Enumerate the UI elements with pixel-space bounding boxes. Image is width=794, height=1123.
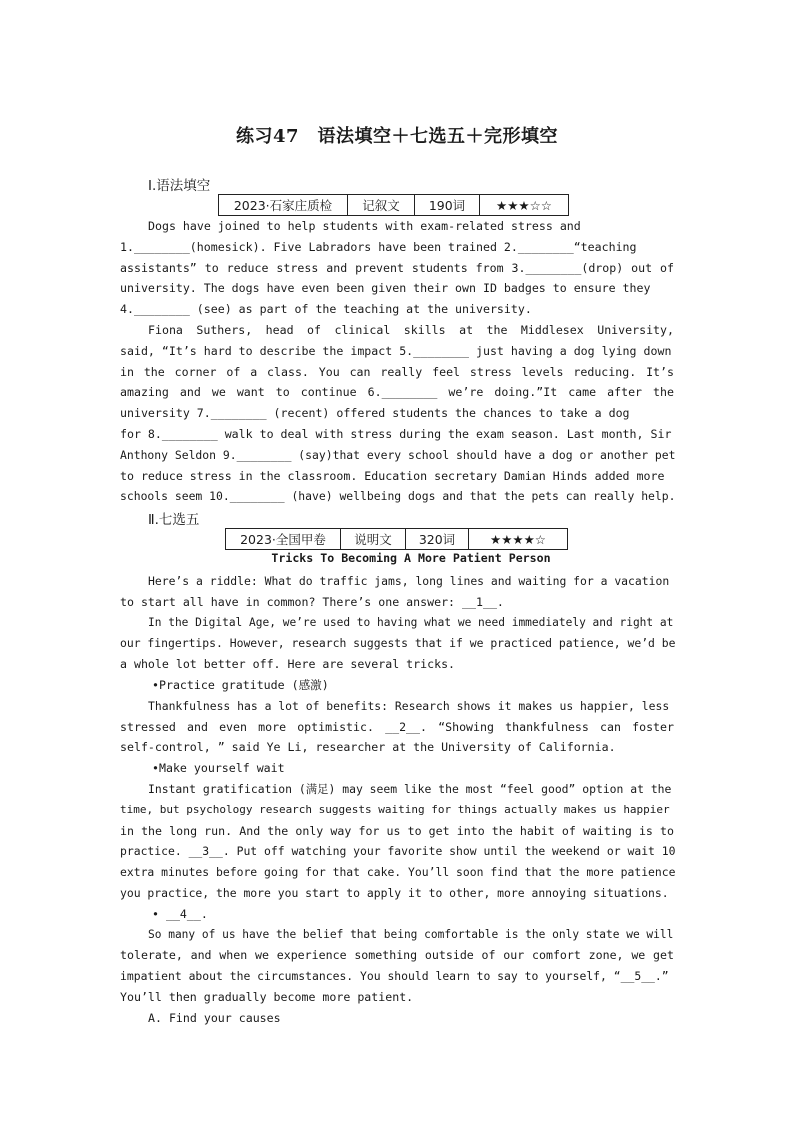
subheading-blank-4: • __4__. bbox=[152, 906, 208, 921]
passage-line: Dogs have joined to help students with exam-related stress and bbox=[148, 219, 581, 233]
passage-line: amazing and we want to continue 6.________ we’re doing.”It came after the bbox=[120, 385, 674, 400]
passage-line: practice. __3__. Put off watching your favorite show until the weekend or wait 10 bbox=[120, 844, 676, 859]
section-1-passage bbox=[120, 216, 674, 507]
section-1-heading: Ⅰ.语法填空 bbox=[148, 178, 211, 194]
passage-line: Here’s a riddle: What do traffic jams, long lines and waiting for a vacation bbox=[148, 574, 670, 588]
passage-line: to reduce stress in the classroom. Education secretary Damian Hinds added more bbox=[120, 468, 665, 483]
info-word-count: 190词 bbox=[415, 195, 480, 216]
passage-line: a whole lot better off. Here are several tricks. bbox=[120, 657, 456, 672]
passage-line: university. The dogs have even been given their own ID badges to ensure they bbox=[120, 281, 651, 296]
passage-line: for 8.________ walk to deal with stress during the exam season. Last month, Sir bbox=[120, 426, 672, 441]
section-2-passage bbox=[120, 571, 674, 1029]
passage-line: our fingertips. However, research suggests that if we practiced patience, we’d be bbox=[120, 636, 676, 651]
passage-line: time, but psychology research suggests waiting for things actually makes us happier bbox=[120, 802, 670, 816]
section-1-info-table bbox=[218, 194, 569, 216]
passage-line: 4.________ (see) as part of the teaching at the university. bbox=[120, 302, 532, 317]
section-2-info-table bbox=[225, 528, 568, 550]
passage-line: impatient about the circumstances. You should learn to say to yourself, “__5__.” bbox=[120, 969, 669, 984]
passage-line: So many of us have the belief that being comfortable is the only state we will bbox=[148, 927, 674, 941]
passage-line: stressed and even more optimistic. __2__. “Showing thankfulness can foster bbox=[120, 719, 674, 734]
passage-line: 1.________(homesick). Five Labradors have been trained 2.________“teaching bbox=[120, 239, 637, 254]
subheading-make-yourself-wait: •Make yourself wait bbox=[152, 761, 285, 776]
info-genre: 说明文 bbox=[341, 529, 406, 550]
info-source: 2023·全国甲卷 bbox=[226, 529, 341, 550]
passage-line: you practice, the more you start to apply it to other, more annoying situations. bbox=[120, 885, 669, 900]
info-difficulty: ★★★★☆ bbox=[469, 529, 568, 550]
info-genre: 记叙文 bbox=[348, 195, 415, 216]
passage-line: Anthony Seldon 9.________ (say)that every school should have a dog or another pet bbox=[120, 447, 676, 462]
passage-line: schools seem 10.________ (have) wellbeing dogs and that the pets can really help. bbox=[120, 489, 676, 504]
info-source: 2023·石家庄质检 bbox=[219, 195, 348, 216]
passage-line: self-control, ” said Ye Li, researcher at the University of California. bbox=[120, 740, 616, 755]
passage-line: tolerate, and when we experience something outside of our comfort zone, we get bbox=[120, 948, 674, 963]
subheading-practice-gratitude: •Practice gratitude (感激) bbox=[152, 677, 329, 692]
passage-line: Instant gratification (满足) may seem like the most “feel good” option at the bbox=[148, 781, 672, 796]
page-title: 练习47 语法填空＋七选五＋完形填空 bbox=[235, 126, 559, 147]
passage-line: Fiona Suthers, head of clinical skills at the Middlesex University, bbox=[148, 322, 674, 337]
article-title: Tricks To Becoming A More Patient Person bbox=[271, 551, 551, 565]
passage-line: extra minutes before going for that cake. You’ll soon find that the more patience bbox=[120, 865, 676, 880]
passage-line: assistants” to reduce stress and prevent students from 3.________(drop) out of bbox=[120, 260, 674, 275]
passage-line: said, “It’s hard to describe the impact 5.________ just having a dog lying down bbox=[120, 343, 672, 358]
passage-line: You’ll then gradually become more patient. bbox=[120, 989, 414, 1004]
option-a: A. Find your causes bbox=[148, 1010, 281, 1025]
passage-line: in the corner of a class. You can really feel stress levels reducing. It’s bbox=[120, 364, 674, 379]
info-difficulty: ★★★☆☆ bbox=[480, 195, 569, 216]
passage-line: to start all have in common? There’s one answer: __1__. bbox=[120, 594, 504, 609]
section-2-heading: Ⅱ.七选五 bbox=[148, 512, 200, 528]
passage-line: in the long run. And the only way for us to get into the habit of waiting is to bbox=[120, 823, 674, 838]
info-word-count: 320词 bbox=[406, 529, 469, 550]
passage-line: In the Digital Age, we’re used to having what we need immediately and right at bbox=[148, 615, 674, 629]
passage-line: Thankfulness has a lot of benefits: Research shows it makes us happier, less bbox=[148, 698, 670, 713]
passage-line: university 7.________ (recent) offered students the chances to take a dog bbox=[120, 406, 630, 421]
